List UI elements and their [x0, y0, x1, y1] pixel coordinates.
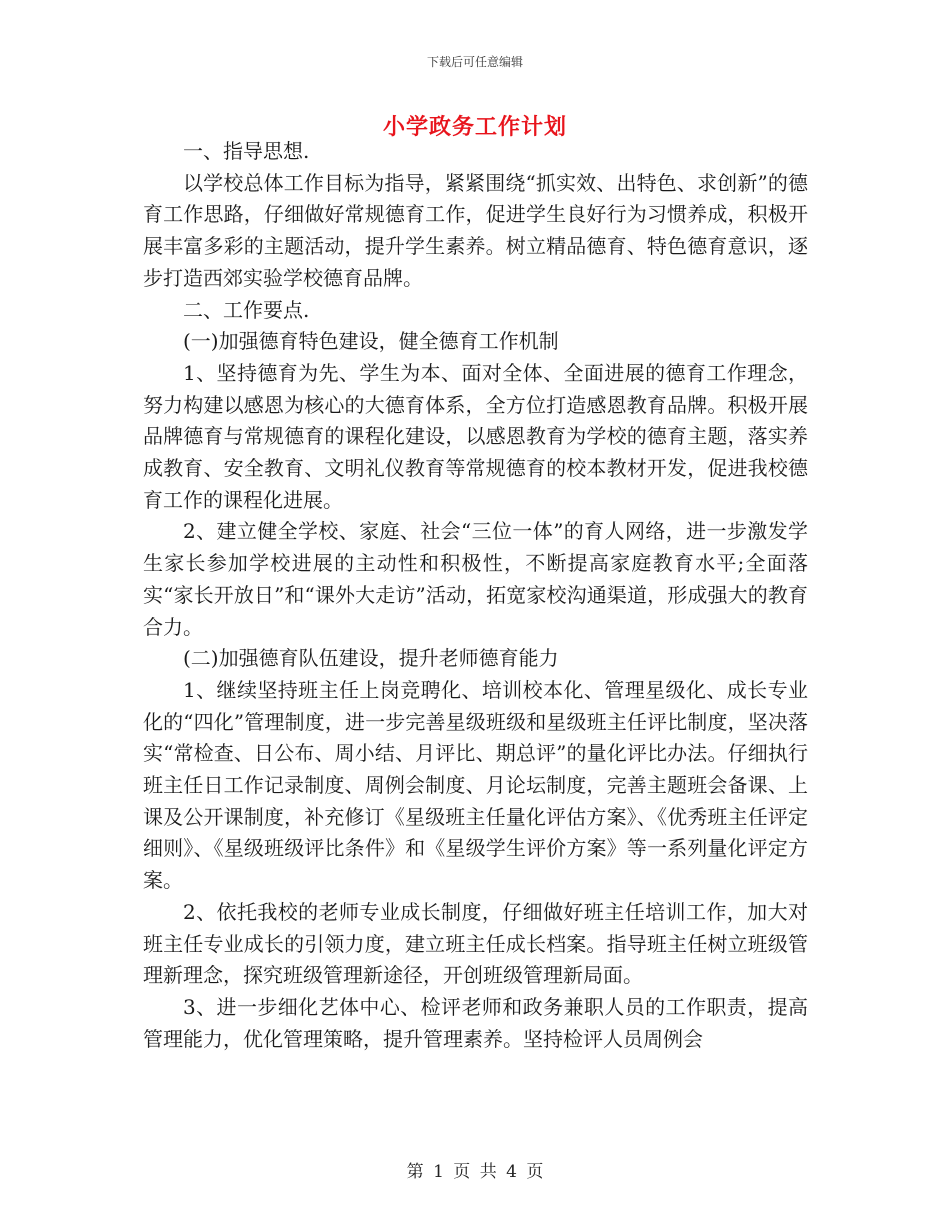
paragraph: 2、建立健全学校、家庭、社会“三位一体”的育人网络，进一步激发学生家长参加学校进展的主动性和积极性，不断提高家庭教育水平;全面落实“家长开放日”和“课外大走访”活动，拓宽家校沟通渠道，形成强大的教育合力。 — [143, 519, 808, 639]
paragraph: 2、依托我校的老师专业成长制度，仔细做好班主任培训工作，加大对班主任专业成长的引领力度，建立班主任成长档案。指导班主任树立班级管理新理念，探究班级管理新途径，开创班级管理新局面。 — [143, 899, 808, 988]
subsection-heading-1: (一)加强德育特色建设，健全德育工作机制 — [183, 329, 559, 354]
paragraph: 3、进一步细化艺体中心、检评老师和政务兼职人员的工作职责，提高管理能力，优化管理策略，提升管理素养。坚持检评人员周例会 — [143, 994, 808, 1051]
document-title: 小学政务工作计划 — [382, 114, 567, 140]
paragraph: 以学校总体工作目标为指导，紧紧围绕“抓实效、出特色、求创新”的德育工作思路，仔细做好常规德育工作，促进学生良好行为习惯养成，积极开展丰富多彩的主题活动，提升学生素养。树立精品德育、特色德育意识，逐步打造西郊实验学校德育品牌。 — [143, 170, 808, 290]
subsection-heading-2: (二)加强德育队伍建设，提升老师德育能力 — [183, 646, 559, 671]
page-footer: 第 1 页 共 4 页 — [406, 1162, 544, 1182]
paragraph: 1、继续坚持班主任上岗竞聘化、培训校本化、管理星级化、成长专业化的“四化”管理制度，进一步完善星级班级和星级班主任评比制度，坚决落实“常检查、日公布、周小结、月评比、期总评”的量化评比办法。仔细执行班主任日工作记录制度、周例会制度、月论坛制度，完善主题班会备课、上课及公开课制度，补充修订《星级班主任量化评估方案》、《优秀班主任评定细则》、《星级班级评比条件》和《星级学生评价方案》等一系列量化评定方案。 — [143, 677, 808, 893]
section-heading-guiding-thought: 一、指导思想. — [183, 139, 310, 163]
document-body — [143, 136, 808, 1055]
header-note: 下载后可任意编辑 — [426, 55, 523, 69]
section-heading-work-points: 二、工作要点. — [183, 297, 310, 322]
paragraph: 1、坚持德育为先、学生为本、面对全体、全面进展的德育工作理念，努力构建以感恩为核心的大德育体系，全方位打造感恩教育品牌。积极开展品牌德育与常规德育的课程化建设，以感恩教育为学校的德育主题，落实养成教育、安全教育、文明礼仪教育等常规德育的校本教材开发，促进我校德育工作的课程化进展。 — [143, 360, 808, 512]
